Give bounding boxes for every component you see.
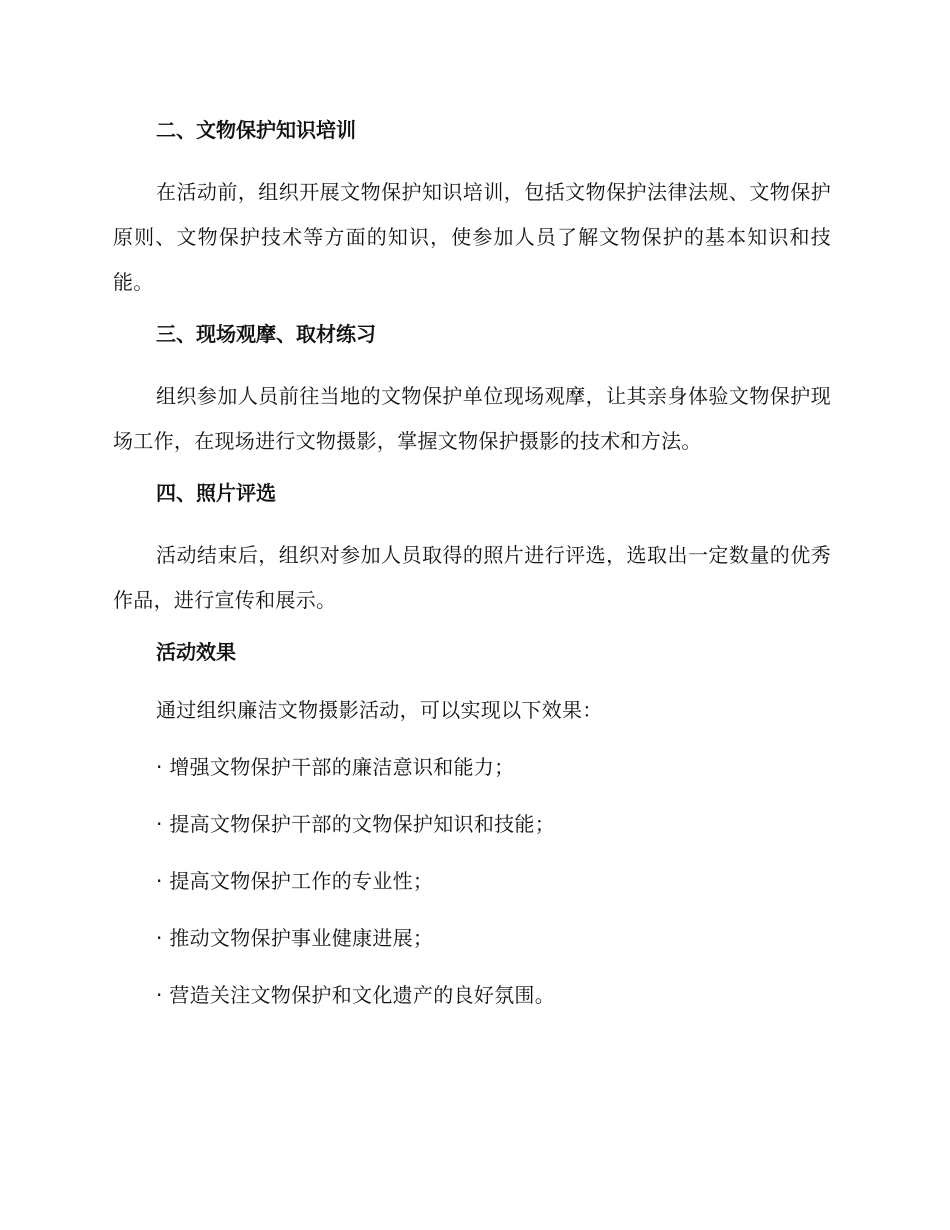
section-heading-site-visit: 三、现场观摩、取材练习 xyxy=(156,322,376,346)
section-body-site-visit: 组织参加人员前往当地的文物保护单位现场观摩，让其亲身体验文物保护现场工作，在现场进行文物摄影，掌握文物保护摄影的技术和方法。 xyxy=(113,384,831,453)
effects-list-item: · 提高文物保护干部的文物保护知识和技能； xyxy=(156,812,556,836)
effects-heading: 活动效果 xyxy=(156,640,236,664)
effects-intro: 通过组织廉洁文物摄影活动，可以实现以下效果： xyxy=(156,698,603,722)
effects-list-item: · 增强文物保护干部的廉洁意识和能力； xyxy=(156,755,515,779)
effects-list-item: · 推动文物保护事业健康进展； xyxy=(156,926,434,950)
section-body-photo-selection: 活动结束后，组织对参加人员取得的照片进行评选，选取出一定数量的优秀作品，进行宣传和展示。 xyxy=(113,543,831,612)
effects-list-item: · 提高文物保护工作的专业性； xyxy=(156,869,434,893)
section-heading-photo-selection: 四、照片评选 xyxy=(156,481,276,505)
section-heading-training: 二、文物保护知识培训 xyxy=(156,118,356,142)
section-body-training: 在活动前，组织开展文物保护知识培训，包括文物保护法律法规、文物保护原则、文物保护技术等方面的知识，使参加人员了解文物保护的基本知识和技能。 xyxy=(113,180,831,294)
effects-list-item: · 营造关注文物保护和文化遗产的良好氛围。 xyxy=(156,983,556,1007)
document-body xyxy=(113,112,831,1034)
